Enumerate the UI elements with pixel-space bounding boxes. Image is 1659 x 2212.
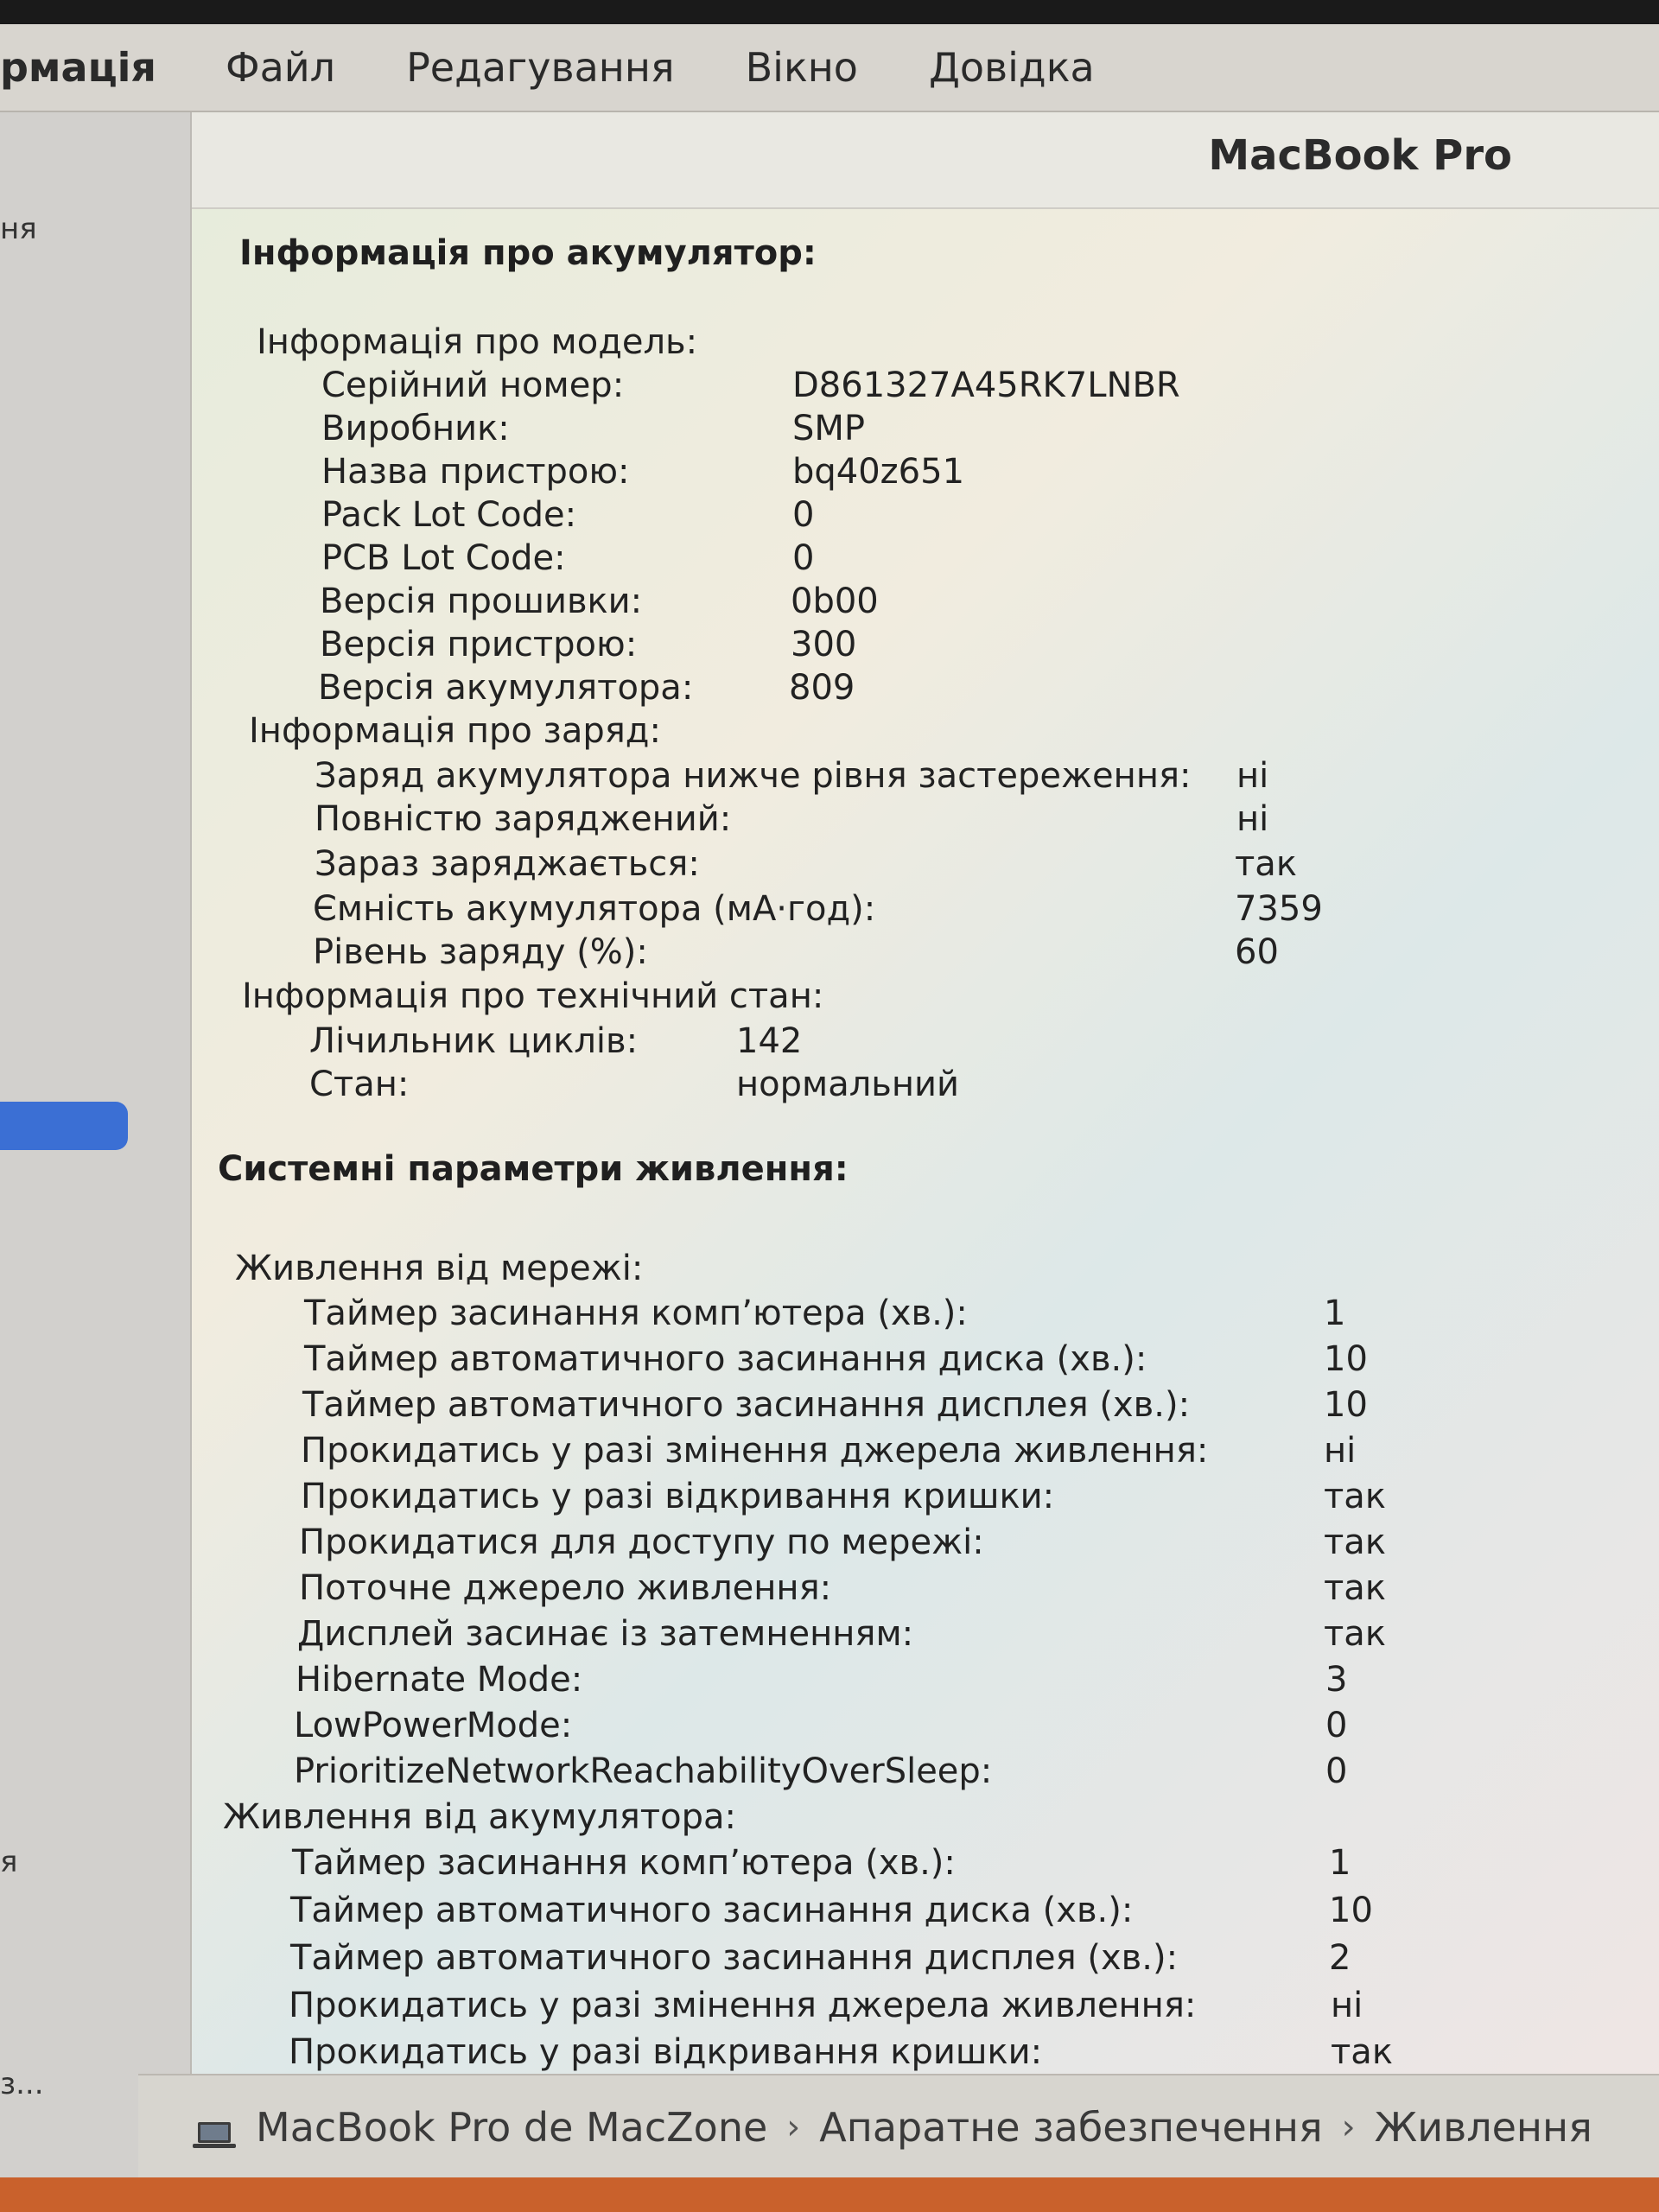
detail-value: так bbox=[1324, 1568, 1386, 1608]
detail-value: 60 bbox=[1235, 932, 1279, 972]
detail-value: так bbox=[1324, 1614, 1386, 1654]
title-strip bbox=[192, 112, 1659, 209]
detail-key: Прокидатись у разі відкривання кришки: bbox=[301, 1477, 1055, 1516]
detail-key: Рівень заряду (%): bbox=[313, 932, 648, 972]
sidebar-selected-item[interactable] bbox=[0, 1102, 128, 1150]
detail-value: 1 bbox=[1329, 1843, 1351, 1883]
detail-key: Лічильник циклів: bbox=[309, 1021, 639, 1061]
health-info-heading: Інформація про технічний стан: bbox=[242, 976, 824, 1016]
detail-key: Таймер автоматичного засинання диска (хв.): bbox=[290, 1891, 1134, 1930]
desktop-edge bbox=[0, 2177, 1659, 2212]
detail-key: Стан: bbox=[309, 1065, 410, 1104]
detail-key: Таймер засинання комп’ютера (хв.): bbox=[304, 1294, 968, 1333]
detail-value: ні bbox=[1236, 799, 1269, 839]
battery-info-heading: Інформація про акумулятор: bbox=[239, 233, 817, 273]
detail-value: 10 bbox=[1324, 1385, 1368, 1425]
detail-value: 1 bbox=[1324, 1294, 1346, 1333]
detail-value: 3 bbox=[1325, 1660, 1348, 1700]
detail-key: Hibernate Mode: bbox=[296, 1660, 583, 1700]
detail-value: так bbox=[1324, 1477, 1386, 1516]
charge-info-heading: Інформація про заряд: bbox=[249, 711, 661, 751]
detail-key: Прокидатися для доступу по мережі: bbox=[299, 1522, 984, 1562]
path-item-hardware[interactable]: Апаратне забезпечення bbox=[819, 2104, 1323, 2151]
detail-value: 300 bbox=[791, 625, 857, 664]
detail-value: 142 bbox=[736, 1021, 803, 1061]
detail-value: D861327A45RK7LNBR bbox=[792, 365, 1180, 405]
detail-key: Зараз заряджається: bbox=[315, 844, 700, 884]
detail-key: Ємність акумулятора (мА·год): bbox=[313, 889, 876, 929]
menu-window[interactable]: Вікно bbox=[745, 44, 858, 91]
detail-key: Pack Lot Code: bbox=[321, 495, 577, 535]
menu-bar bbox=[0, 24, 1659, 112]
detail-value: ні bbox=[1331, 1986, 1363, 2025]
power-settings-heading: Системні параметри живлення: bbox=[218, 1149, 849, 1189]
report-pane bbox=[192, 112, 1659, 2091]
detail-value: 0 bbox=[1325, 1751, 1348, 1791]
detail-key: PrioritizeNetworkReachabilityOverSleep: bbox=[294, 1751, 993, 1791]
detail-value: bq40z651 bbox=[792, 452, 965, 492]
detail-value: 0 bbox=[792, 538, 815, 578]
detail-key: Таймер засинання комп’ютера (хв.): bbox=[292, 1843, 956, 1883]
detail-key: Назва пристрою: bbox=[321, 452, 630, 492]
model-info-heading: Інформація про модель: bbox=[257, 322, 698, 362]
detail-value: 0 bbox=[1325, 1706, 1348, 1745]
detail-key: Прокидатись у разі відкривання кришки: bbox=[289, 2032, 1043, 2072]
detail-key: Повністю заряджений: bbox=[315, 799, 732, 839]
menu-app-name[interactable]: рмація bbox=[0, 44, 156, 91]
detail-key: Дисплей засинає із затемненням: bbox=[297, 1614, 914, 1654]
battery-power-heading: Живлення від акумулятора: bbox=[223, 1797, 736, 1837]
menu-edit[interactable]: Редагування bbox=[406, 44, 675, 91]
path-bar bbox=[138, 2074, 1659, 2179]
path-separator: › bbox=[1341, 2107, 1356, 2147]
path-separator: › bbox=[786, 2107, 801, 2147]
detail-value: нормальний bbox=[736, 1065, 959, 1104]
detail-value: 7359 bbox=[1235, 889, 1323, 929]
detail-key: Версія прошивки: bbox=[320, 582, 643, 621]
menu-file[interactable]: Файл bbox=[225, 44, 336, 91]
detail-value: так bbox=[1331, 2032, 1393, 2072]
sidebar-item[interactable]: з... bbox=[0, 2067, 44, 2101]
ac-power-heading: Живлення від мережі: bbox=[235, 1249, 644, 1288]
sidebar-item[interactable]: ня bbox=[0, 212, 37, 246]
detail-value: так bbox=[1235, 844, 1297, 884]
detail-key: Прокидатись у разі змінення джерела живлення: bbox=[289, 1986, 1197, 2025]
detail-key: Поточне джерело живлення: bbox=[299, 1568, 832, 1608]
laptop-icon bbox=[192, 2113, 237, 2142]
detail-key: Заряд акумулятора нижче рівня застереження: bbox=[315, 756, 1192, 796]
detail-key: Виробник: bbox=[321, 409, 510, 448]
detail-key: PCB Lot Code: bbox=[321, 538, 566, 578]
path-item-computer[interactable]: MacBook Pro de MacZone bbox=[256, 2104, 768, 2151]
detail-key: Версія пристрою: bbox=[320, 625, 638, 664]
detail-value: SMP bbox=[792, 409, 866, 448]
menu-help[interactable]: Довідка bbox=[928, 44, 1095, 91]
detail-value: 809 bbox=[789, 668, 855, 708]
detail-key: Таймер автоматичного засинання дисплея (хв.): bbox=[290, 1938, 1179, 1978]
detail-key: Таймер автоматичного засинання дисплея (хв.): bbox=[302, 1385, 1191, 1425]
detail-value: ні bbox=[1324, 1431, 1357, 1471]
sidebar-item[interactable]: я bbox=[0, 1845, 18, 1879]
path-item-power[interactable]: Живлення bbox=[1374, 2104, 1592, 2151]
detail-value: 0 bbox=[792, 495, 815, 535]
detail-key: Версія акумулятора: bbox=[318, 668, 694, 708]
detail-value: 10 bbox=[1329, 1891, 1373, 1930]
window-title: MacBook Pro bbox=[1208, 131, 1512, 180]
detail-value: 0b00 bbox=[791, 582, 879, 621]
detail-value: 2 bbox=[1329, 1938, 1351, 1978]
detail-key: Прокидатись у разі змінення джерела живлення: bbox=[301, 1431, 1209, 1471]
detail-key: Серійний номер: bbox=[321, 365, 625, 405]
detail-value: так bbox=[1324, 1522, 1386, 1562]
sidebar bbox=[0, 112, 192, 2195]
detail-key: LowPowerMode: bbox=[294, 1706, 573, 1745]
detail-value: 10 bbox=[1324, 1339, 1368, 1379]
detail-value: ні bbox=[1236, 756, 1269, 796]
detail-key: Таймер автоматичного засинання диска (хв.): bbox=[304, 1339, 1147, 1379]
